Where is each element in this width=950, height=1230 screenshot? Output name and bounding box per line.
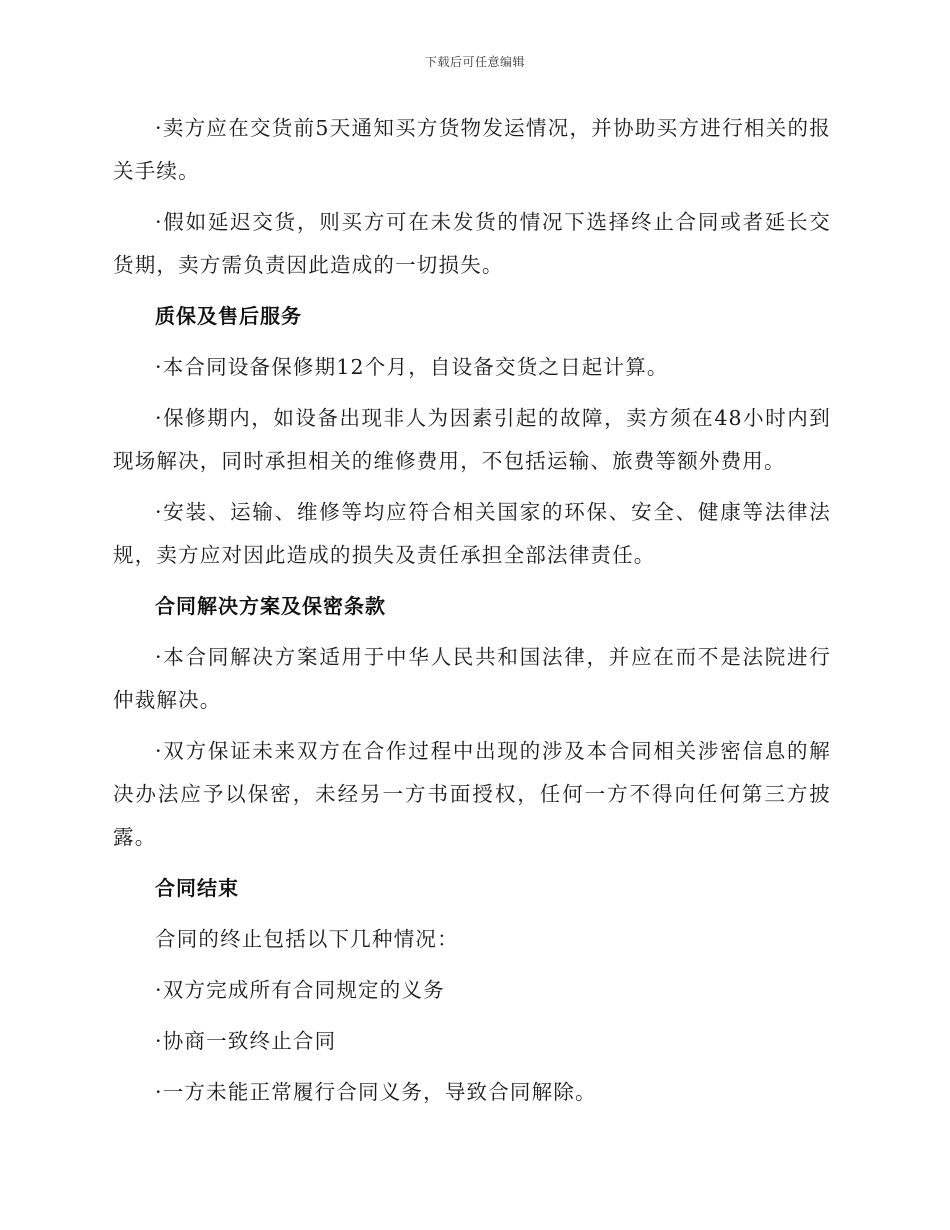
termination-item-fulfilled: ·双方完成所有合同规定的义务 (155, 978, 445, 1002)
section-heading-dispute-confidentiality: 合同解决方案及保密条款 (155, 594, 386, 618)
termination-intro-paragraph: 合同的终止包括以下几种情况： (155, 927, 459, 951)
section-heading-termination: 合同结束 (155, 876, 239, 900)
governing-law-paragraph: ·本合同解决方案适用于中华人民共和国法律，并应在而不是法院进行仲裁解决。 (113, 645, 831, 712)
termination-item-breach: ·一方未能正常履行合同义务，导致合同解除。 (155, 1080, 597, 1104)
warranty-period-paragraph: ·本合同设备保修期12个月，自设备交货之日起计算。 (155, 355, 669, 379)
document-body (113, 107, 831, 1122)
confidentiality-paragraph: ·双方保证未来双方在合作过程中出现的涉及本合同相关涉密信息的解决办法应予以保密，未经另一方书面授权，任何一方不得向任何第三方披露。 (113, 739, 831, 849)
delivery-notice-paragraph: ·卖方应在交货前5天通知买方货物发运情况，并协助买方进行相关的报关手续。 (113, 116, 831, 183)
warranty-repair-paragraph: ·保修期内，如设备出现非人为因素引起的故障，卖方须在48小时内到现场解决，同时承担相关的维修费用，不包括运输、旅费等额外费用。 (113, 406, 831, 473)
page-header: 下载后可任意编辑 (424, 55, 525, 69)
delay-delivery-paragraph: ·假如延迟交货，则买方可在未发货的情况下选择终止合同或者延长交货期，卖方需负责因此造成的一切损失。 (113, 210, 831, 277)
section-heading-warranty: 质保及售后服务 (155, 304, 302, 328)
termination-item-mutual: ·协商一致终止合同 (155, 1029, 337, 1053)
compliance-paragraph: ·安装、运输、维修等均应符合相关国家的环保、安全、健康等法律法规，卖方应对因此造成的损失及责任承担全部法律责任。 (113, 500, 831, 567)
